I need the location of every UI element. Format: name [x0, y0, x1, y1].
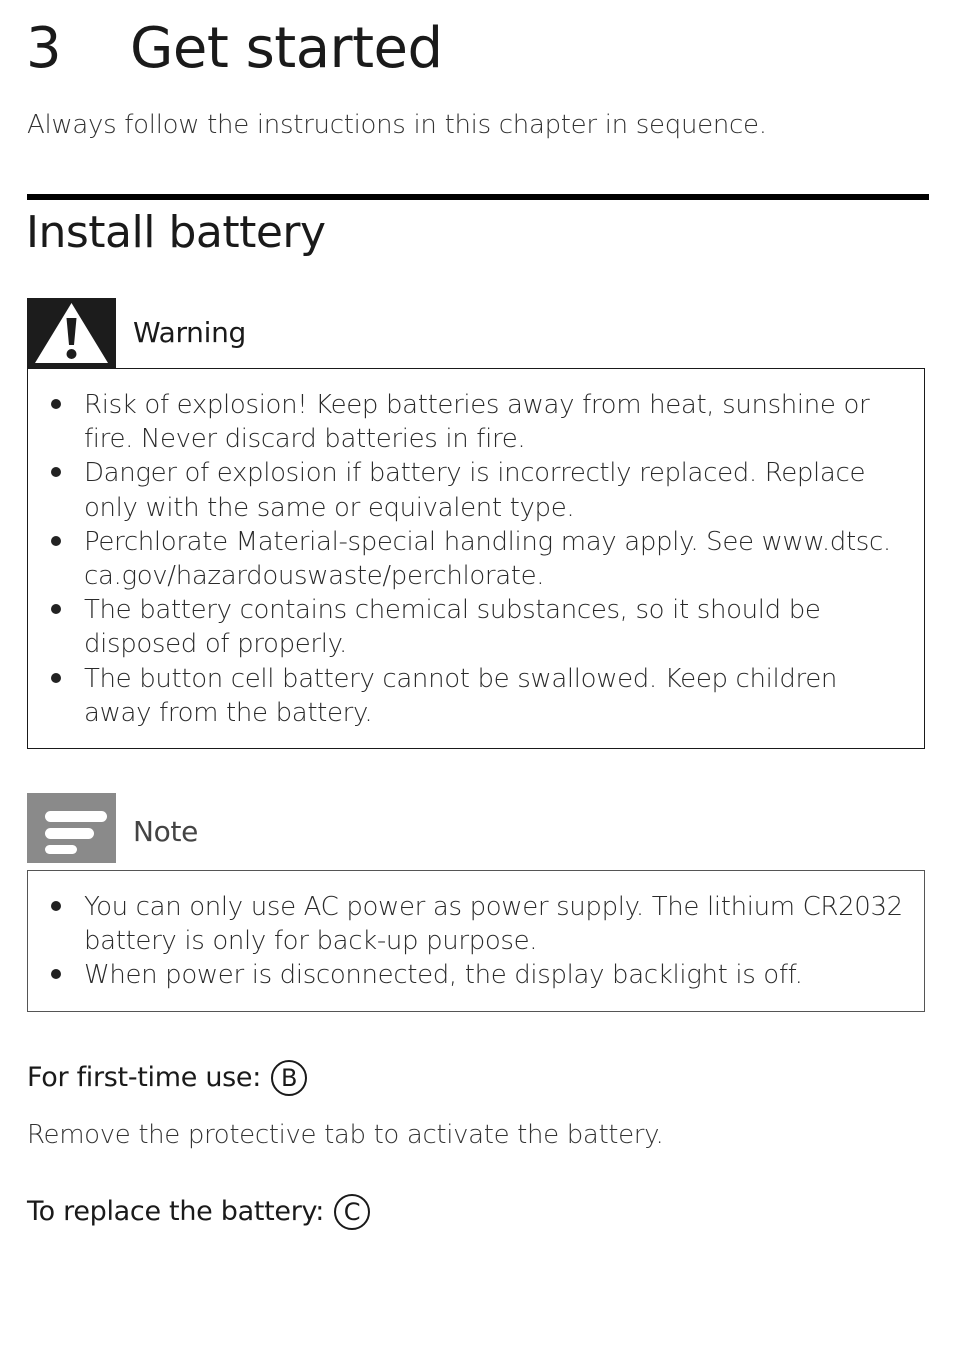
- chapter-title: Get started: [130, 16, 443, 81]
- figure-ref-badge: C: [334, 1194, 370, 1230]
- note-list: [56, 890, 906, 993]
- list-item: Risk of explosion! Keep batteries away from heat, sunshine or fire. Never discard batteries in fire.: [56, 388, 906, 456]
- warning-label: Warning: [133, 316, 247, 349]
- section-title: Install battery: [26, 207, 326, 258]
- list-item: Danger of explosion if battery is incorrectly replaced. Replace only with the same or equivalent type.: [56, 456, 906, 524]
- warning-list: [56, 388, 906, 730]
- warning-icon: [27, 298, 116, 368]
- replace-label: To replace the battery:: [27, 1196, 325, 1227]
- figure-ref-badge: B: [271, 1060, 307, 1096]
- chapter-intro: Always follow the instructions in this chapter in sequence.: [27, 110, 767, 140]
- first-use-label: For first-time use:: [27, 1062, 262, 1093]
- chapter-number: 3: [26, 16, 62, 81]
- first-use-heading: [27, 1058, 307, 1098]
- note-label: Note: [133, 815, 199, 848]
- list-item: The button cell battery cannot be swallowed. Keep children away from the battery.: [56, 662, 906, 730]
- list-item: When power is disconnected, the display backlight is off.: [56, 958, 906, 992]
- replace-heading: [27, 1192, 370, 1232]
- list-item: The battery contains chemical substances, so it should be disposed of properly.: [56, 593, 906, 661]
- chapter-heading: [26, 14, 443, 84]
- note-icon: [27, 793, 116, 863]
- list-item: Perchlorate Material-special handling may apply. See www.dtsc. ca.gov/hazardouswaste/perchlorate.: [56, 525, 906, 593]
- first-use-text: Remove the protective tab to activate the battery.: [27, 1120, 664, 1150]
- list-item: You can only use AC power as power supply. The lithium CR2032 battery is only for back-up purpose.: [56, 890, 906, 958]
- section-divider: [27, 194, 929, 200]
